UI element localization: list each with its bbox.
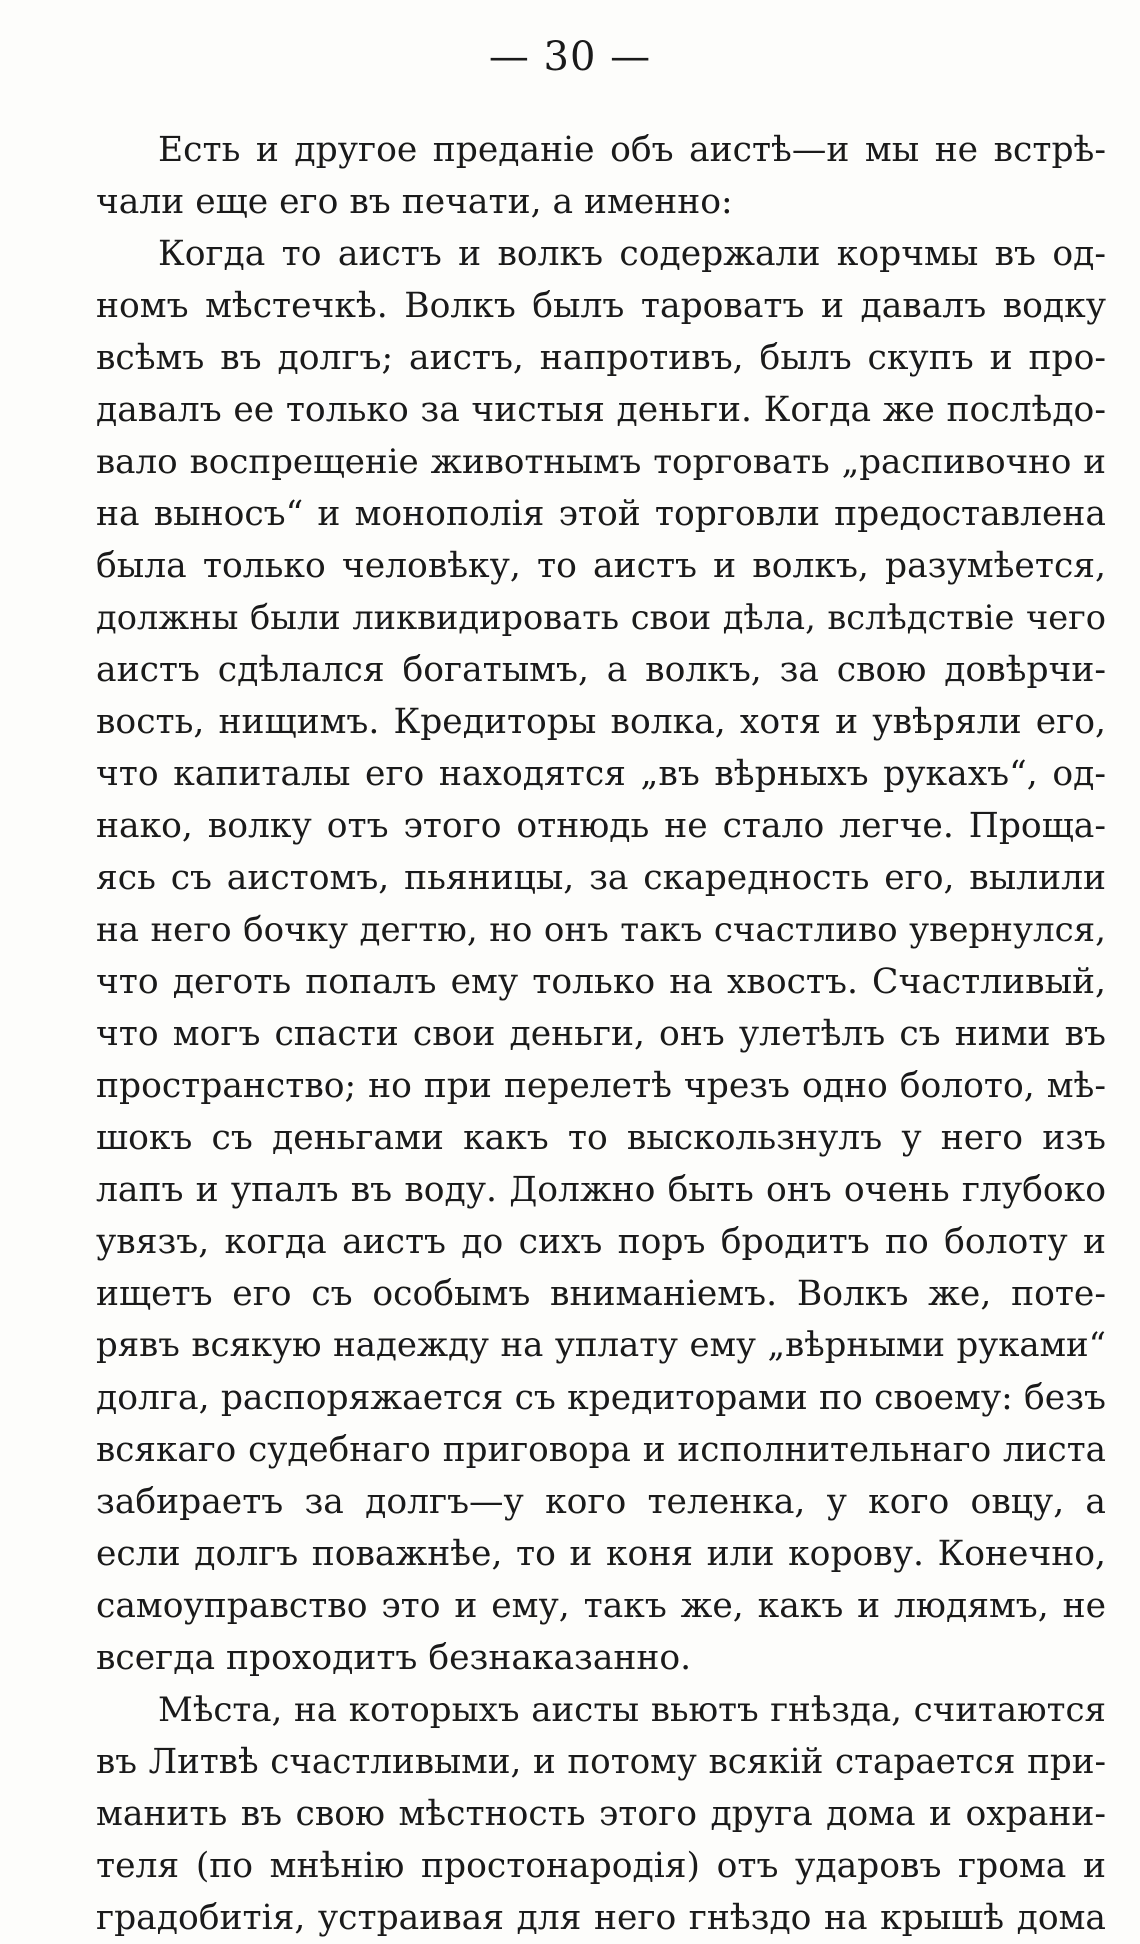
text-line: аистъ сдѣлался богатымъ, а волкъ, за свою довѣрчи- [96,650,1106,690]
text-line: что могъ спасти свои деньги, онъ улетѣлъ съ ними въ [96,1014,1106,1054]
text-line: Когда то аистъ и волкъ содержали корчмы въ од- [158,234,1106,274]
body-text [96,124,1106,1944]
text-line: всегда проходитъ безнаказанно. [96,1638,692,1678]
text-line: рявъ всякую надежду на уплату ему „вѣрными руками“ [96,1326,1106,1365]
text-line: вость, нищимъ. Кредиторы волка, хотя и увѣряли его, [96,702,1106,742]
text-line: самоуправство это и ему, такъ же, какъ и людямъ, не [96,1586,1106,1626]
paragraph-3 [96,1684,1106,1944]
text-line: Есть и другое преданіе объ аистѣ—и мы не встрѣ- [158,130,1106,170]
text-line: была только человѣку, то аистъ и волкъ, разумѣется, [96,546,1106,586]
text-line: нако, волку отъ этого отнюдь не стало легче. Проща- [96,806,1106,846]
text-line: на него бочку дегтю, но онъ такъ счастливо увернулся, [96,910,1106,950]
text-line: ищетъ его съ особымъ вниманіемъ. Волкъ же, поте- [96,1274,1106,1314]
text-line: на выносъ“ и монополія этой торговли предоставлена [96,494,1106,534]
text-line: шокъ съ деньгами какъ то выскользнулъ у него изъ [96,1118,1106,1158]
text-line: въ Литвѣ счастливыми, и потому всякій старается при- [96,1742,1106,1782]
text-line: давалъ ее только за чистыя деньги. Когда же послѣдо- [96,390,1106,430]
text-line: лапъ и упалъ въ воду. Должно быть онъ очень глубоко [96,1170,1106,1210]
text-line: забираетъ за долгъ—у кого теленка, у кого овцу, а [96,1482,1106,1522]
text-line: если долгъ поважнѣе, то и коня или корову. Конечно, [96,1534,1106,1574]
text-line: вало воспрещеніе животнымъ торговать „распивочно и [96,442,1106,482]
text-line: номъ мѣстечкѣ. Волкъ былъ тароватъ и давалъ водку [96,286,1106,326]
text-line: что капиталы его находятся „въ вѣрныхъ рукахъ“, од- [96,754,1106,794]
paragraph-2 [96,228,1106,1684]
text-line: что деготь попалъ ему только на хвостъ. Счастливый, [96,962,1106,1002]
page-number: — 30 — [488,34,652,80]
text-line: теля (по мнѣнію простонародія) отъ ударовъ грома и [96,1846,1106,1886]
text-line: всякаго судебнаго приговора и исполнительнаго листа [96,1430,1106,1470]
text-line: градобитія, устраивая для него гнѣздо на крышѣ дома [96,1898,1106,1938]
text-line: долга, распоряжается съ кредиторами по своему: безъ [96,1378,1106,1418]
text-line: манить въ свою мѣстность этого друга дома и охрани- [96,1794,1106,1834]
text-line: ясь съ аистомъ, пьяницы, за скаредность его, вылили [96,858,1106,898]
text-line: увязъ, когда аистъ до сихъ поръ бродитъ по болоту и [96,1222,1106,1262]
paragraph-1 [96,124,1106,228]
text-line: Мѣста, на которыхъ аисты вьютъ гнѣзда, считаются [158,1690,1106,1730]
text-line: должны были ликвидировать свои дѣла, вслѣдствіе чего [96,598,1106,637]
text-line: чали еще его въ печати, а именно: [96,182,733,222]
text-line: всѣмъ въ долгъ; аистъ, напротивъ, былъ скупъ и про- [96,338,1106,378]
text-line: пространство; но при перелетѣ чрезъ одно болото, мѣ- [96,1066,1106,1106]
